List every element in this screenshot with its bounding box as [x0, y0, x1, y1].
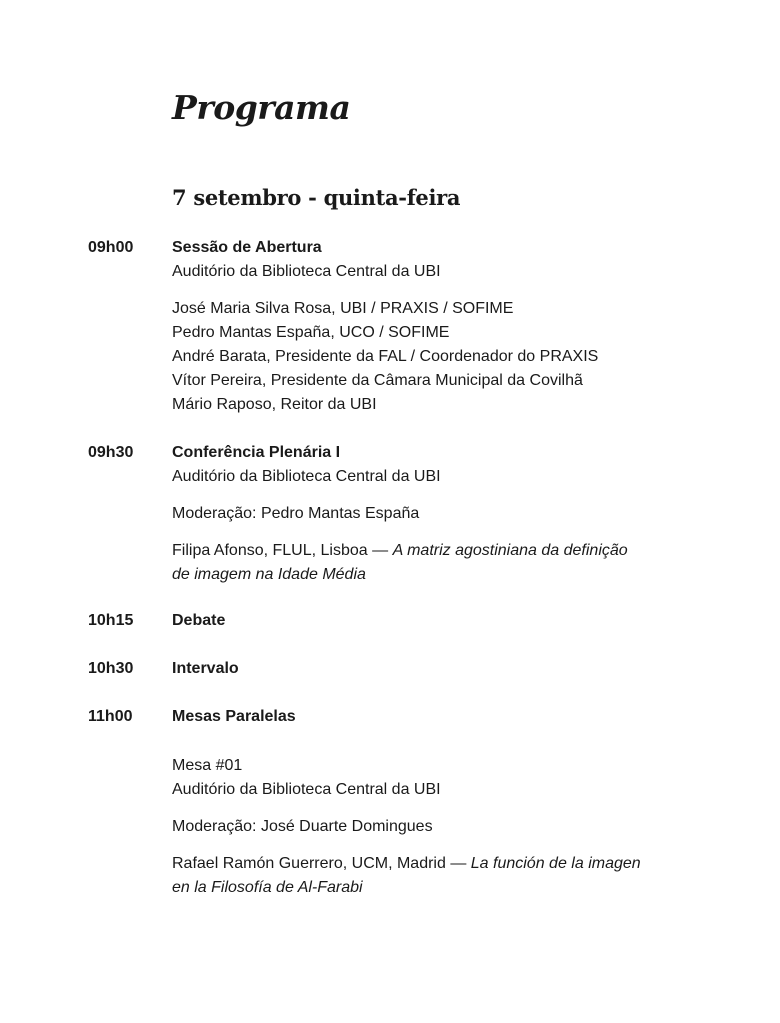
session-venue: Auditório da Biblioteca Central da UBI	[172, 263, 441, 280]
session-title: Intervalo	[172, 660, 239, 677]
session-venue: Auditório da Biblioteca Central da UBI	[172, 781, 441, 798]
session-time: 10h30	[88, 660, 134, 677]
session-venue: Auditório da Biblioteca Central da UBI	[172, 468, 441, 485]
session-title: Conferência Plenária I	[172, 444, 341, 461]
session-time: 10h15	[88, 612, 134, 629]
session-parallel	[172, 705, 692, 729]
table-01	[172, 754, 692, 900]
table-label: Mesa #01	[172, 757, 243, 774]
talk-title: A matriz agostiniana da definição	[392, 542, 628, 559]
session-time: 09h00	[88, 239, 134, 256]
talk-title-continued: en la Filosofía de Al-Farabi	[172, 879, 363, 896]
session-opening	[172, 236, 692, 417]
talk-speaker: Filipa Afonso, FLUL, Lisboa —	[172, 542, 393, 559]
page-title: Programa	[172, 88, 351, 127]
participant: Pedro Mantas España, UCO / SOFIME	[172, 324, 450, 341]
participant: Vítor Pereira, Presidente da Câmara Municipal da Covilhã	[172, 372, 583, 389]
session-title: Mesas Paralelas	[172, 708, 296, 725]
talk-line	[172, 539, 692, 563]
session-time: 09h30	[88, 444, 134, 461]
session-moderation: Moderação: Pedro Mantas España	[172, 505, 420, 522]
session-plenary	[172, 441, 692, 587]
talk-speaker: Rafael Ramón Guerrero, UCM, Madrid —	[172, 855, 471, 872]
session-debate	[172, 609, 692, 633]
talk-title-continued: de imagem na Idade Média	[172, 566, 366, 583]
session-time: 11h00	[88, 708, 133, 725]
participant: Mário Raposo, Reitor da UBI	[172, 396, 377, 413]
talk-title: La función de la imagen	[470, 855, 641, 872]
session-title: Debate	[172, 612, 226, 629]
talk-line	[172, 852, 692, 876]
participant: José Maria Silva Rosa, UBI / PRAXIS / SOFIME	[172, 300, 514, 317]
day-heading: 7 setembro - quinta-feira	[172, 185, 461, 210]
session-moderation: Moderação: José Duarte Domingues	[172, 818, 433, 835]
session-title: Sessão de Abertura	[172, 239, 322, 256]
session-break	[172, 657, 692, 681]
participant: André Barata, Presidente da FAL / Coordenador do PRAXIS	[172, 348, 599, 365]
